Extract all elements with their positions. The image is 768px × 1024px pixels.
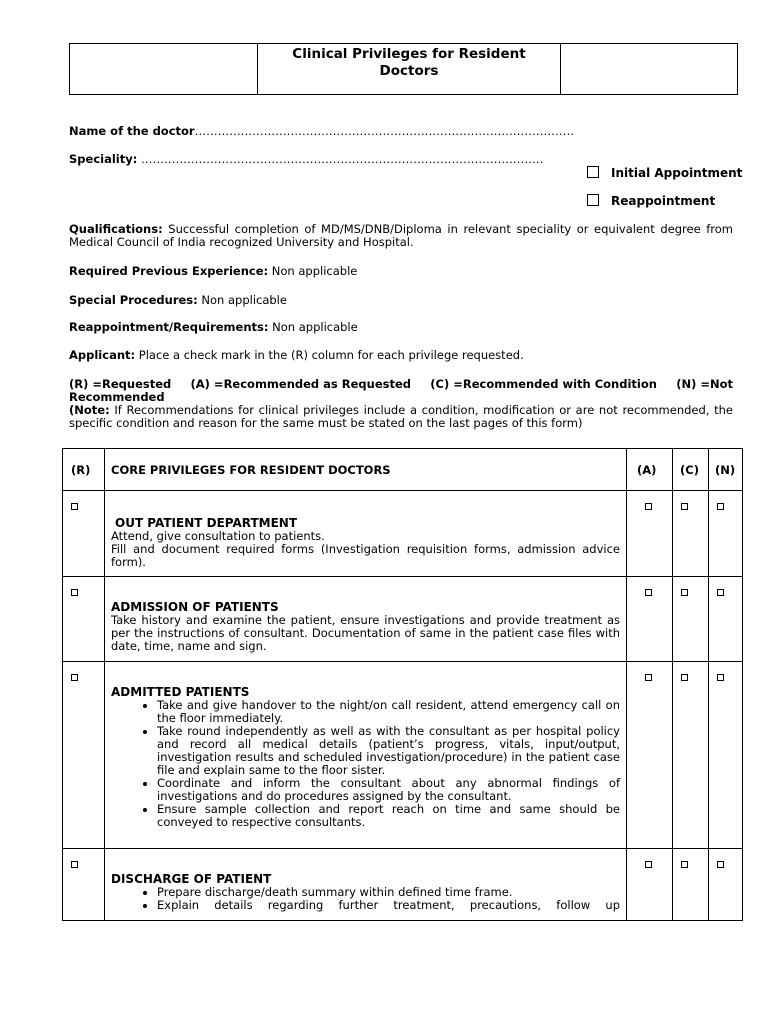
- checkbox-n-admitted[interactable]: [717, 674, 724, 681]
- table-row: [63, 491, 743, 577]
- cell-n[interactable]: [709, 849, 743, 921]
- doctor-name-blank: ………………………………………………………………………………………: [194, 124, 575, 138]
- checkbox-a-admitted[interactable]: [645, 674, 652, 681]
- checkbox-c-admission[interactable]: [681, 589, 688, 596]
- applicant-paragraph: [69, 349, 733, 362]
- legend-not-recommended: Recommended: [69, 390, 165, 404]
- cell-r[interactable]: [63, 491, 105, 577]
- experience-paragraph: [69, 265, 733, 278]
- reappointment-checkbox[interactable]: [587, 194, 599, 206]
- section-title-discharge: DISCHARGE OF PATIENT: [111, 872, 272, 886]
- bullet-item: • Ensure sample collection and report reach on time and same should be conveyed to respective consultants.: [157, 803, 620, 829]
- checkbox-a-opd[interactable]: [645, 503, 652, 510]
- legend-requested: (R) =Requested: [69, 377, 172, 391]
- cell-c[interactable]: [673, 849, 709, 921]
- bullet-item: • Take and give handover to the night/on call resident, attend emergency call on the floor immediately.: [157, 699, 620, 725]
- legend-note: [69, 404, 733, 430]
- cell-privilege: [105, 577, 627, 662]
- checkbox-n-opd[interactable]: [717, 503, 724, 510]
- opd-line-1: Attend, give consultation to patients.: [111, 529, 325, 543]
- cell-privilege: [105, 849, 627, 921]
- header-right-cell: [561, 44, 737, 94]
- checkbox-a-admission[interactable]: [645, 589, 652, 596]
- checkbox-r-discharge[interactable]: [71, 861, 78, 868]
- opd-line-2: Fill and document required forms (Investigation requisition forms, admission advice form).: [111, 542, 620, 569]
- col-header-core: CORE PRIVILEGES FOR RESIDENT DOCTORS: [105, 449, 627, 491]
- cell-n[interactable]: [709, 577, 743, 662]
- legend: [69, 378, 733, 430]
- experience-text: Non applicable: [271, 264, 358, 278]
- discharge-bullets: [111, 886, 620, 912]
- applicant-text: Place a check mark in the (R) column for each privilege requested.: [138, 348, 524, 362]
- cell-c[interactable]: [673, 662, 709, 849]
- table-row: [63, 662, 743, 849]
- cell-privilege: [105, 662, 627, 849]
- section-title-admission: ADMISSION OF PATIENTS: [111, 600, 279, 614]
- legend-not: (N) =Not: [676, 377, 733, 391]
- admission-text: Take history and examine the patient, ensure investigations and provide treatment as per the instructions of consultant. Documentation of same in the patient case files with date, time, name and sign.: [111, 613, 620, 653]
- cell-c[interactable]: [673, 577, 709, 662]
- checkbox-n-admission[interactable]: [717, 589, 724, 596]
- checkbox-r-admitted[interactable]: [71, 674, 78, 681]
- legend-condition: (C) =Recommended with Condition: [430, 377, 657, 391]
- document-title: [258, 44, 561, 94]
- cell-a[interactable]: [627, 662, 673, 849]
- reappointment-req-text: Non applicable: [272, 320, 358, 334]
- col-header-r: (R): [63, 449, 105, 491]
- special-procedures-label: Special Procedures:: [69, 293, 198, 307]
- initial-appointment-label: Initial Appointment: [611, 166, 743, 180]
- initial-appointment-checkbox[interactable]: [587, 166, 599, 178]
- table-row: [63, 849, 743, 921]
- checkbox-c-discharge[interactable]: [681, 861, 688, 868]
- reappointment-req-label: Reappointment/Requirements:: [69, 320, 269, 334]
- cell-r[interactable]: [63, 577, 105, 662]
- bullet-item: • Explain details regarding further treatment, precautions, follow up: [157, 899, 620, 912]
- title-line-1: Clinical Privileges for Resident: [292, 46, 526, 62]
- special-procedures-text: Non applicable: [201, 293, 287, 307]
- note-label: (Note:: [69, 403, 110, 417]
- applicant-label: Applicant:: [69, 348, 136, 362]
- privileges-table: [62, 448, 743, 921]
- section-title-admitted: ADMITTED PATIENTS: [111, 685, 250, 699]
- doctor-name-field[interactable]: [69, 124, 574, 138]
- cell-privilege: [105, 491, 627, 577]
- col-header-a: (A): [627, 449, 673, 491]
- speciality-blank: ……………………………………………………………………………………………: [140, 152, 544, 166]
- experience-label: Required Previous Experience:: [69, 264, 269, 278]
- title-line-2: Doctors: [379, 63, 439, 79]
- checkbox-r-opd[interactable]: [71, 503, 78, 510]
- cell-a[interactable]: [627, 491, 673, 577]
- checkbox-c-opd[interactable]: [681, 503, 688, 510]
- checkbox-a-discharge[interactable]: [645, 861, 652, 868]
- checkbox-n-discharge[interactable]: [717, 861, 724, 868]
- header-left-cell: [70, 44, 258, 94]
- table-row: [63, 577, 743, 662]
- cell-r[interactable]: [63, 849, 105, 921]
- checkbox-r-admission[interactable]: [71, 589, 78, 596]
- reappointment-option[interactable]: [587, 194, 715, 208]
- qualifications-text: Successful completion of MD/MS/DNB/Diploma in relevant speciality or equivalent degree from Medical Council of India recognized University and Hospital.: [69, 222, 734, 249]
- table-header-row: [63, 449, 743, 491]
- bullet-item: • Coordinate and inform the consultant about any abnormal findings of investigations and do procedures assigned by the consultant.: [157, 777, 620, 803]
- cell-c[interactable]: [673, 491, 709, 577]
- reappointment-paragraph: [69, 321, 733, 334]
- special-procedures-paragraph: [69, 294, 733, 307]
- initial-appointment-option[interactable]: [587, 166, 742, 180]
- cell-a[interactable]: [627, 849, 673, 921]
- doctor-name-label: Name of the doctor: [69, 124, 195, 138]
- cell-n[interactable]: [709, 662, 743, 849]
- admitted-bullets: [111, 699, 620, 829]
- cell-r[interactable]: [63, 662, 105, 849]
- reappointment-label: Reappointment: [611, 194, 716, 208]
- col-header-n: (N): [709, 449, 743, 491]
- col-header-c: (C): [673, 449, 709, 491]
- qualifications-paragraph: [69, 223, 733, 249]
- speciality-label: Speciality:: [69, 152, 138, 166]
- qualifications-label: Qualifications:: [69, 222, 163, 236]
- note-text: If Recommendations for clinical privileges include a condition, modification or are not recommended, the specific condition and reason for the same must be stated on the last pages of this form): [69, 403, 733, 430]
- legend-recommended: (A) =Recommended as Requested: [190, 377, 412, 391]
- speciality-field[interactable]: [69, 152, 543, 166]
- checkbox-c-admitted[interactable]: [681, 674, 688, 681]
- bullet-item: • Prepare discharge/death summary within defined time frame.: [157, 886, 620, 899]
- section-title-opd: OUT PATIENT DEPARTMENT: [115, 516, 298, 530]
- cell-a[interactable]: [627, 577, 673, 662]
- bullet-item: • Take round independently as well as with the consultant as per hospital policy and record all medical details (patient’s progress, vitals, input/output, investigation results and scheduled investigation/procedure) in the patient case file and explain same to the floor sister.: [157, 725, 620, 777]
- cell-n[interactable]: [709, 491, 743, 577]
- header-table: [69, 43, 738, 95]
